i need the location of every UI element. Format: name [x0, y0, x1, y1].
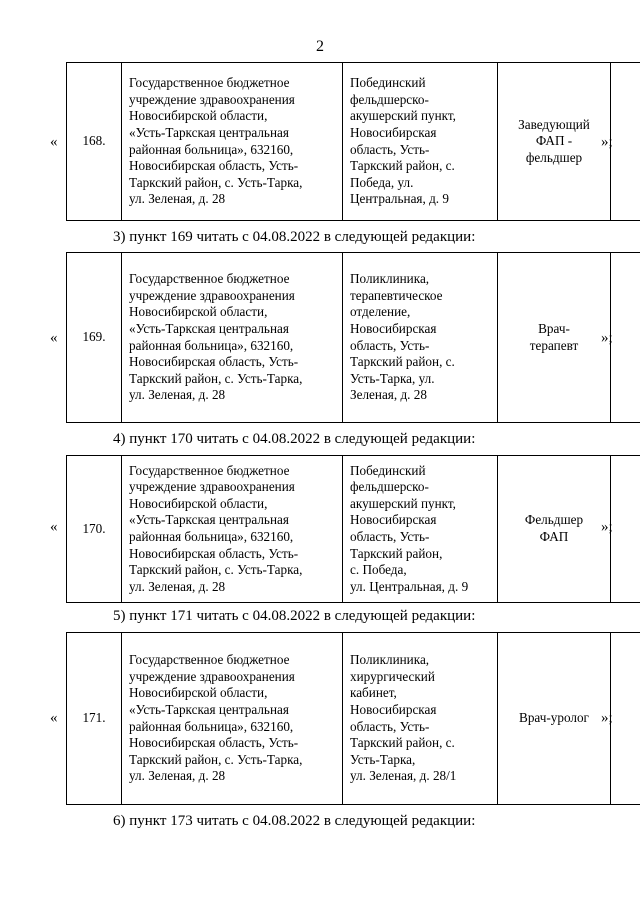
note-item-170: 4) пункт 170 читать с 04.08.2022 в следующей редакции: [113, 431, 476, 447]
empty-cell [611, 456, 640, 603]
note-item-169: 3) пункт 169 читать с 04.08.2022 в следующей редакции: [113, 229, 476, 245]
position-cell: Врач-уролог [498, 633, 611, 805]
entry-table [66, 62, 640, 221]
item-number: 168. [67, 63, 122, 221]
entry-table [66, 252, 640, 423]
entry-table [66, 632, 640, 805]
quote-open: « [50, 134, 58, 150]
address-cell: Поликлиника, терапевтическое отделение, Новосибирская область, Усть- Таркский район, с. Усть-Тарка, ул. Зеленая, д. 28 [343, 253, 498, 423]
item-number: 170. [67, 456, 122, 603]
item-number: 171. [67, 633, 122, 805]
empty-cell [611, 633, 640, 805]
organization-cell: Государственное бюджетное учреждение здравоохранения Новосибирской области, «Усть-Таркская центральная районная больница», 632160, Новосибирская область, Усть- Таркский район, с. Усть-Тарка, ул. Зеленая, д. 28 [122, 633, 343, 805]
quote-close: »; [601, 710, 613, 726]
quote-close: »; [601, 330, 613, 346]
note-item-173: 6) пункт 173 читать с 04.08.2022 в следующей редакции: [113, 813, 476, 829]
position-cell: Заведующий ФАП - фельдшер [498, 63, 611, 221]
page-number: 2 [316, 38, 324, 55]
organization-cell: Государственное бюджетное учреждение здравоохранения Новосибирской области, «Усть-Таркская центральная районная больница», 632160, Новосибирская область, Усть- Таркский район, с. Усть-Тарка, ул. Зеленая, д. 28 [122, 456, 343, 603]
empty-cell [611, 253, 640, 423]
quote-open: « [50, 519, 58, 535]
item-number: 169. [67, 253, 122, 423]
quote-close: »; [601, 519, 613, 535]
organization-cell: Государственное бюджетное учреждение здравоохранения Новосибирской области, «Усть-Таркская центральная районная больница», 632160, Новосибирская область, Усть- Таркский район, с. Усть-Тарка, ул. Зеленая, д. 28 [122, 63, 343, 221]
address-cell: Поликлиника, хирургический кабинет, Новосибирская область, Усть- Таркский район, с. Усть-Тарка, ул. Зеленая, д. 28/1 [343, 633, 498, 805]
empty-cell [611, 63, 640, 221]
quote-close: »; [601, 134, 613, 150]
quote-open: « [50, 710, 58, 726]
organization-cell: Государственное бюджетное учреждение здравоохранения Новосибирской области, «Усть-Таркская центральная районная больница», 632160, Новосибирская область, Усть- Таркский район, с. Усть-Тарка, ул. Зеленая, д. 28 [122, 253, 343, 423]
quote-open: « [50, 330, 58, 346]
entry-table [66, 455, 640, 603]
address-cell: Побединский фельдшерско- акушерский пункт, Новосибирская область, Усть- Таркский район, с. Победа, ул. Центральная, д. 9 [343, 456, 498, 603]
address-cell: Побединский фельдшерско- акушерский пункт, Новосибирская область, Усть- Таркский район, с. Победа, ул. Центральная, д. 9 [343, 63, 498, 221]
position-cell: Фельдшер ФАП [498, 456, 611, 603]
note-item-171: 5) пункт 171 читать с 04.08.2022 в следующей редакции: [113, 608, 476, 624]
position-cell: Врач- терапевт [498, 253, 611, 423]
